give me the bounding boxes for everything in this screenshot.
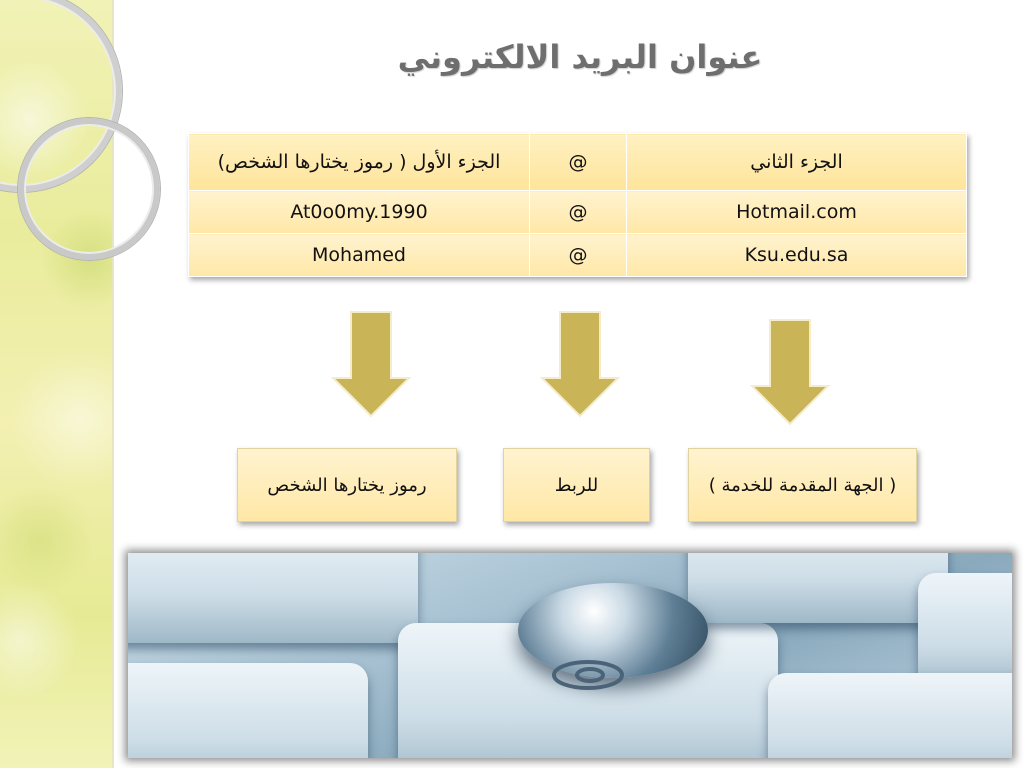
row-first-part: Mohamed <box>189 234 530 277</box>
table-header-row <box>189 134 967 191</box>
keyboard-key <box>128 553 418 643</box>
label-second-part: ( الجهة المقدمة للخدمة ) <box>688 448 917 522</box>
row-at-sign: @ <box>530 234 627 277</box>
email-address-table <box>188 133 967 277</box>
row-at-sign: @ <box>530 191 627 234</box>
label-first-part: رموز يختارها الشخص <box>237 448 457 522</box>
down-arrow-icon <box>331 310 411 418</box>
keyboard-key <box>688 553 948 623</box>
at-sign-icon <box>543 655 633 695</box>
table-row <box>189 191 967 234</box>
down-arrow-icon <box>540 310 620 418</box>
label-at-sign: للربط <box>503 448 650 522</box>
down-arrow-icon <box>750 318 830 426</box>
header-at-sign: @ <box>530 134 627 191</box>
decorative-side-strip <box>0 0 114 768</box>
row-second-part: Ksu.edu.sa <box>627 234 967 277</box>
slide-title: عنوان البريد الالكتروني <box>397 38 763 76</box>
table-row <box>189 234 967 277</box>
header-second-part: الجزء الثاني <box>627 134 967 191</box>
header-first-part: الجزء الأول ( رموز يختارها الشخص) <box>189 134 530 191</box>
keyboard-key <box>128 663 368 758</box>
keyboard-globe-image <box>128 553 1012 758</box>
decorative-ring <box>18 118 160 260</box>
keyboard-key <box>768 673 1012 758</box>
row-second-part: Hotmail.com <box>627 191 967 234</box>
row-first-part: At0o0my.1990 <box>189 191 530 234</box>
